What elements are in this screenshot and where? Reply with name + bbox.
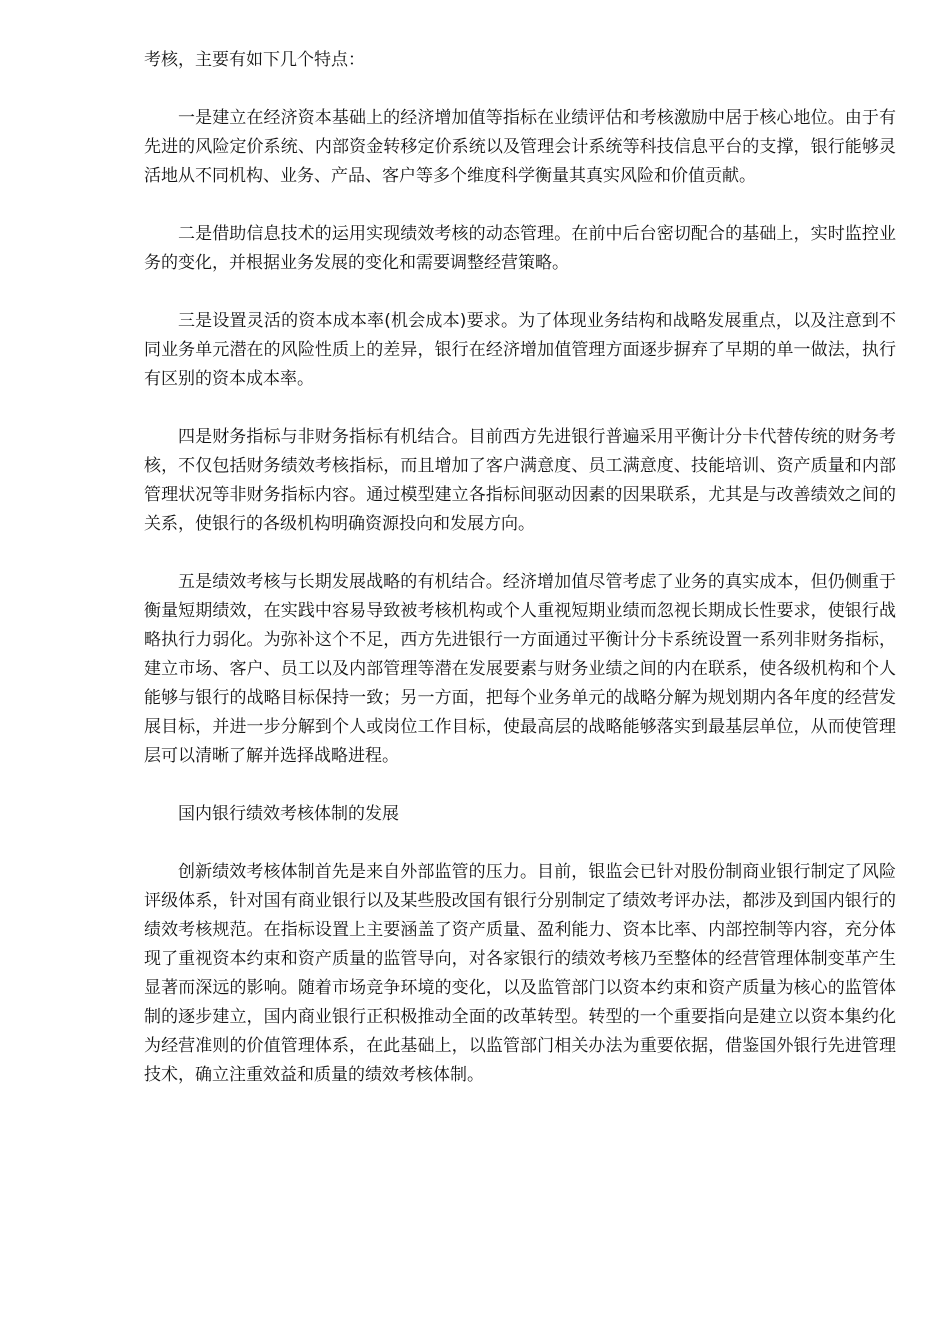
paragraph-point-two: 二是借助信息技术的运用实现绩效考核的动态管理。在前中后台密切配合的基础上，实时监控业务的变化，并根据业务发展的变化和需要调整经营策略。 bbox=[144, 224, 896, 273]
paragraph-domestic-development: 创新绩效考核体制首先是来自外部监管的压力。目前，银监会已针对股份制商业银行制定了风险评级体系，针对国有商业银行以及某些股改国有银行分别制定了绩效考评办法，都涉及到国内银行的绩效考核规范。在指标设置上主要涵盖了资产质量、盈利能力、资本比率、内部控制等内容，充分体现了重视资本约束和资产质量的监管导向，对各家银行的绩效考核乃至整体的经营管理体制变革产生显著而深远的影响。随着市场竞争环境的变化，以及监管部门以资本约束和资产质量为核心的监管体制的逐步建立，国内商业银行正积极推动全面的改革转型。转型的一个重要指向是建立以资本集约化为经营准则的价值管理体系，在此基础上，以监管部门相关办法为重要依据，借鉴国外银行先进管理技术，确立注重效益和质量的绩效考核体制。 bbox=[144, 862, 896, 1085]
paragraph-point-one: 一是建立在经济资本基础上的经济增加值等指标在业绩评估和考核激励中居于核心地位。由于有先进的风险定价系统、内部资金转移定价系统以及管理会计系统等科技信息平台的支撑，银行能够灵活地从不同机构、业务、产品、客户等多个维度科学衡量其真实风险和价值贡献。 bbox=[144, 108, 896, 186]
section-heading: 国内银行绩效考核体制的发展 bbox=[178, 804, 399, 824]
paragraph-point-four: 四是财务指标与非财务指标有机结合。目前西方先进银行普遍采用平衡计分卡代替传统的财务考核，不仅包括财务绩效考核指标，而且增加了客户满意度、员工满意度、技能培训、资产质量和内部管理状况等非财务指标内容。通过模型建立各指标间驱动因素的因果联系，尤其是与改善绩效之间的关系，使银行的各级机构明确资源投向和发展方向。 bbox=[144, 427, 896, 534]
document-body bbox=[144, 46, 896, 1119]
paragraph-point-three: 三是设置灵活的资本成本率(机会成本)要求。为了体现业务结构和战略发展重点，以及注意到不同业务单元潜在的风险性质上的差异，银行在经济增加值管理方面逐步摒弃了早期的单一做法，执行有区别的资本成本率。 bbox=[144, 311, 896, 389]
paragraph-point-five: 五是绩效考核与长期发展战略的有机结合。经济增加值尽管考虑了业务的真实成本，但仍侧重于衡量短期绩效，在实践中容易导致被考核机构或个人重视短期业绩而忽视长期成长性要求，使银行战略执行力弱化。为弥补这个不足，西方先进银行一方面通过平衡计分卡系统设置一系列非财务指标，建立市场、客户、员工以及内部管理等潜在发展要素与财务业绩之间的内在联系，使各级机构和个人能够与银行的战略目标保持一致；另一方面，把每个业务单元的战略分解为规划期内各年度的经营发展目标，并进一步分解到个人或岗位工作目标，使最高层的战略能够落实到最基层单位，从而使管理层可以清晰了解并选择战略进程。 bbox=[144, 572, 896, 766]
paragraph-intro: 考核，主要有如下几个特点： bbox=[144, 50, 365, 70]
